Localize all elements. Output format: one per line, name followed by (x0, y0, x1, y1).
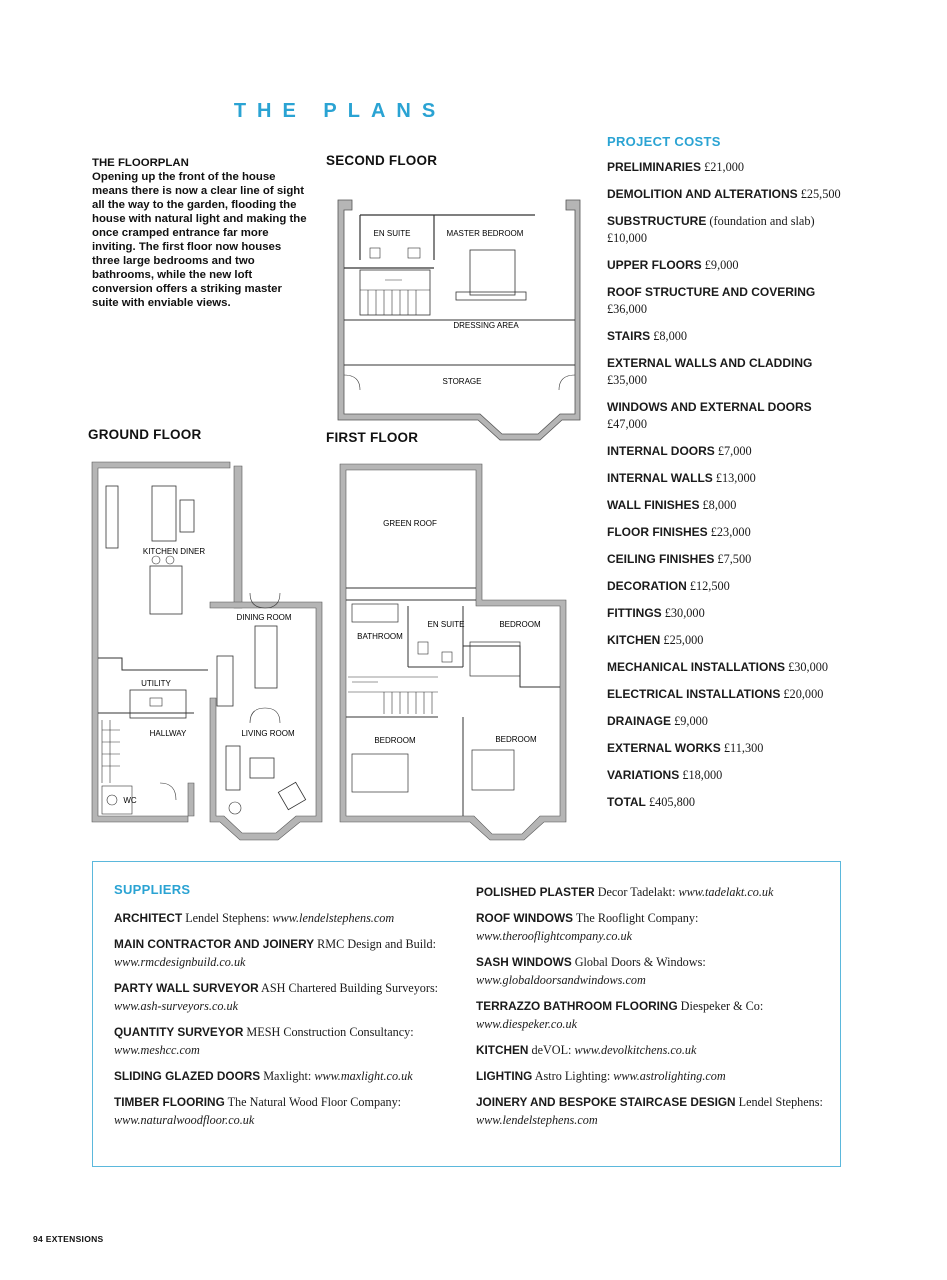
ground-floor-label: GROUND FLOOR (88, 427, 202, 442)
cost-item (607, 284, 852, 318)
cost-label: EXTERNAL WORKS (607, 741, 721, 755)
room-bedroom-left: BEDROOM (374, 736, 416, 745)
supplier-website: www.lendelstephens.com (476, 1113, 598, 1127)
cost-label: WINDOWS AND EXTERNAL DOORS (607, 400, 812, 414)
page-footer (33, 1234, 104, 1244)
cost-value: £35,000 (607, 373, 647, 387)
room-en-suite-first: EN SUITE (427, 620, 465, 629)
supplier-item (476, 997, 836, 1033)
first-floor-label: FIRST FLOOR (326, 430, 419, 445)
supplier-website: www.therooflightcompany.co.uk (476, 929, 633, 943)
supplier-item (114, 1067, 459, 1085)
cost-label: EXTERNAL WALLS AND CLADDING (607, 356, 813, 370)
suppliers-right-column (476, 883, 836, 1137)
cost-value: £405,800 (648, 795, 696, 809)
supplier-website: www.meshcc.com (114, 1043, 200, 1057)
cost-value: £47,000 (607, 417, 647, 431)
supplier-label: LIGHTING (476, 1069, 533, 1083)
cost-value: £25,000 (663, 633, 704, 647)
supplier-label: KITCHEN (476, 1043, 529, 1057)
cost-item (607, 213, 852, 247)
room-master-bedroom: MASTER BEDROOM (446, 229, 524, 238)
room-dressing-area: DRESSING AREA (453, 321, 519, 330)
cost-value: £7,500 (717, 552, 752, 566)
first-floor-plan (338, 462, 570, 842)
cost-item (607, 551, 852, 568)
cost-item (607, 524, 852, 541)
supplier-label: SASH WINDOWS (476, 955, 572, 969)
cost-item (607, 399, 852, 433)
cost-label: DEMOLITION AND ALTERATIONS (607, 187, 798, 201)
supplier-item (476, 1093, 836, 1129)
cost-label: PRELIMINARIES (607, 160, 702, 174)
cost-value: £18,000 (682, 768, 723, 782)
cost-label: TOTAL (607, 795, 646, 809)
room-dining-room: DINING ROOM (236, 613, 292, 622)
room-wc: WC (123, 796, 137, 805)
cost-item (607, 159, 852, 176)
supplier-value: ASH Chartered Building Surveyors: (261, 981, 439, 995)
supplier-value: Astro Lighting: (534, 1069, 611, 1083)
room-bedroom-rear: BEDROOM (499, 620, 541, 629)
cost-label: STAIRS (607, 329, 651, 343)
cost-value: £8,000 (653, 329, 688, 343)
supplier-item (476, 953, 836, 989)
supplier-value: The Natural Wood Floor Company: (227, 1095, 402, 1109)
supplier-value: Lendel Stephens: (738, 1095, 823, 1109)
cost-item (607, 713, 852, 730)
supplier-website: www.astrolighting.com (613, 1069, 726, 1083)
suppliers-heading: SUPPLIERS (114, 882, 191, 897)
supplier-website: www.maxlight.co.uk (314, 1069, 413, 1083)
room-hallway: HALLWAY (149, 729, 187, 738)
cost-item (607, 186, 852, 203)
cost-value: £9,000 (674, 714, 708, 728)
second-floor-plan (330, 190, 590, 445)
cost-label: VARIATIONS (607, 768, 680, 782)
cost-value: £13,000 (715, 471, 756, 485)
intro-body: Opening up the front of the house means there is now a clear line of sight all the way to the garden, flooding the house with natural light and making the once cramped entrance far more inviting. The first floor now houses three large bedrooms and two bathrooms, while the new loft conversion offers a striking master suite with enviable views. (92, 171, 307, 309)
second-floor-label: SECOND FLOOR (326, 153, 438, 168)
room-bedroom-right: BEDROOM (495, 735, 537, 744)
cost-item (607, 578, 852, 595)
page-number: 94 (33, 1234, 44, 1244)
costs-heading: PROJECT COSTS (607, 134, 721, 149)
cost-value: £25,500 (800, 187, 841, 201)
cost-item (607, 659, 852, 676)
supplier-value: Decor Tadelakt: (597, 885, 676, 899)
supplier-website: www.devolkitchens.co.uk (574, 1043, 697, 1057)
supplier-website: www.globaldoorsandwindows.com (476, 973, 646, 987)
cost-label: FLOOR FINISHES (607, 525, 708, 539)
cost-value: (foundation and slab) £10,000 (607, 214, 815, 245)
cost-value: £7,000 (717, 444, 752, 458)
cost-label: KITCHEN (607, 633, 661, 647)
supplier-value: MESH Construction Consultancy: (246, 1025, 414, 1039)
supplier-item (476, 883, 836, 901)
cost-item (607, 470, 852, 487)
cost-item (607, 257, 852, 274)
cost-value: £23,000 (710, 525, 751, 539)
cost-item (607, 497, 852, 514)
room-bathroom: BATHROOM (357, 632, 403, 641)
supplier-website: www.lendelstephens.com (272, 911, 395, 925)
supplier-label: PARTY WALL SURVEYOR (114, 981, 259, 995)
cost-value: £9,000 (704, 258, 739, 272)
cost-value: £20,000 (783, 687, 824, 701)
cost-label: DECORATION (607, 579, 687, 593)
cost-label: WALL FINISHES (607, 498, 700, 512)
cost-value: £30,000 (788, 660, 829, 674)
supplier-label: TERRAZZO BATHROOM FLOORING (476, 999, 678, 1013)
suppliers-left-column (114, 882, 459, 1137)
supplier-website: www.ash-surveyors.co.uk (114, 999, 239, 1013)
suppliers-left-list (114, 909, 459, 1129)
supplier-value: Diespeker & Co: (680, 999, 764, 1013)
supplier-value: Lendel Stephens: (185, 911, 270, 925)
supplier-value: Maxlight: (263, 1069, 312, 1083)
suppliers-box (92, 861, 841, 1167)
cost-label: SUBSTRUCTURE (607, 214, 707, 228)
cost-item (607, 443, 852, 460)
cost-label: MECHANICAL INSTALLATIONS (607, 660, 785, 674)
cost-label: DRAINAGE (607, 714, 672, 728)
cost-item (607, 328, 852, 345)
room-living-room: LIVING ROOM (241, 729, 295, 738)
supplier-label: ROOF WINDOWS (476, 911, 573, 925)
cost-item (607, 686, 852, 703)
supplier-value: deVOL: (531, 1043, 572, 1057)
supplier-website: www.tadelakt.co.uk (678, 885, 774, 899)
cost-label: ELECTRICAL INSTALLATIONS (607, 687, 781, 701)
supplier-label: TIMBER FLOORING (114, 1095, 225, 1109)
suppliers-right-list (476, 883, 836, 1129)
room-green-roof: GREEN ROOF (383, 519, 437, 528)
cost-item (607, 632, 852, 649)
page-title: THE PLANS (233, 100, 447, 122)
cost-value: £36,000 (607, 302, 647, 316)
supplier-item (476, 1067, 836, 1085)
cost-item (607, 767, 852, 784)
supplier-item (476, 1041, 836, 1059)
room-utility: UTILITY (141, 679, 171, 688)
room-en-suite: EN SUITE (373, 229, 411, 238)
cost-label: INTERNAL WALLS (607, 471, 713, 485)
cost-label: UPPER FLOORS (607, 258, 702, 272)
cost-value: £8,000 (702, 498, 737, 512)
supplier-label: JOINERY AND BESPOKE STAIRCASE DESIGN (476, 1095, 736, 1109)
cost-label: INTERNAL DOORS (607, 444, 715, 458)
cost-item (607, 355, 852, 389)
room-storage: STORAGE (442, 377, 482, 386)
supplier-item (114, 909, 459, 927)
supplier-website: www.rmcdesignbuild.co.uk (114, 955, 246, 969)
supplier-item (476, 909, 836, 945)
supplier-value: RMC Design and Build: (317, 937, 437, 951)
cost-value: £30,000 (664, 606, 705, 620)
supplier-item (114, 979, 459, 1015)
section-name: EXTENSIONS (45, 1234, 104, 1244)
supplier-label: SLIDING GLAZED DOORS (114, 1069, 261, 1083)
supplier-label: MAIN CONTRACTOR AND JOINERY (114, 937, 315, 951)
supplier-label: POLISHED PLASTER (476, 885, 595, 899)
floorplan-intro (92, 156, 307, 310)
cost-item (607, 740, 852, 757)
supplier-item (114, 1023, 459, 1059)
cost-value: £11,300 (723, 741, 764, 755)
supplier-value: Global Doors & Windows: (574, 955, 706, 969)
cost-item (607, 605, 852, 622)
supplier-website: www.diespeker.co.uk (476, 1017, 577, 1031)
supplier-website: www.naturalwoodfloor.co.uk (114, 1113, 255, 1127)
cost-list (607, 159, 852, 811)
cost-value: £12,500 (689, 579, 730, 593)
room-kitchen-diner: KITCHEN DINER (142, 547, 206, 556)
cost-label: ROOF STRUCTURE AND COVERING (607, 285, 816, 299)
ground-floor-plan (90, 458, 326, 843)
cost-label: CEILING FINISHES (607, 552, 715, 566)
supplier-label: QUANTITY SURVEYOR (114, 1025, 244, 1039)
cost-item (607, 794, 852, 811)
supplier-value: The Rooflight Company: (575, 911, 699, 925)
supplier-item (114, 935, 459, 971)
project-costs (607, 134, 852, 821)
cost-value: £21,000 (704, 160, 745, 174)
supplier-label: ARCHITECT (114, 911, 183, 925)
supplier-item (114, 1093, 459, 1129)
intro-heading: THE FLOORPLAN (92, 157, 189, 169)
cost-label: FITTINGS (607, 606, 662, 620)
